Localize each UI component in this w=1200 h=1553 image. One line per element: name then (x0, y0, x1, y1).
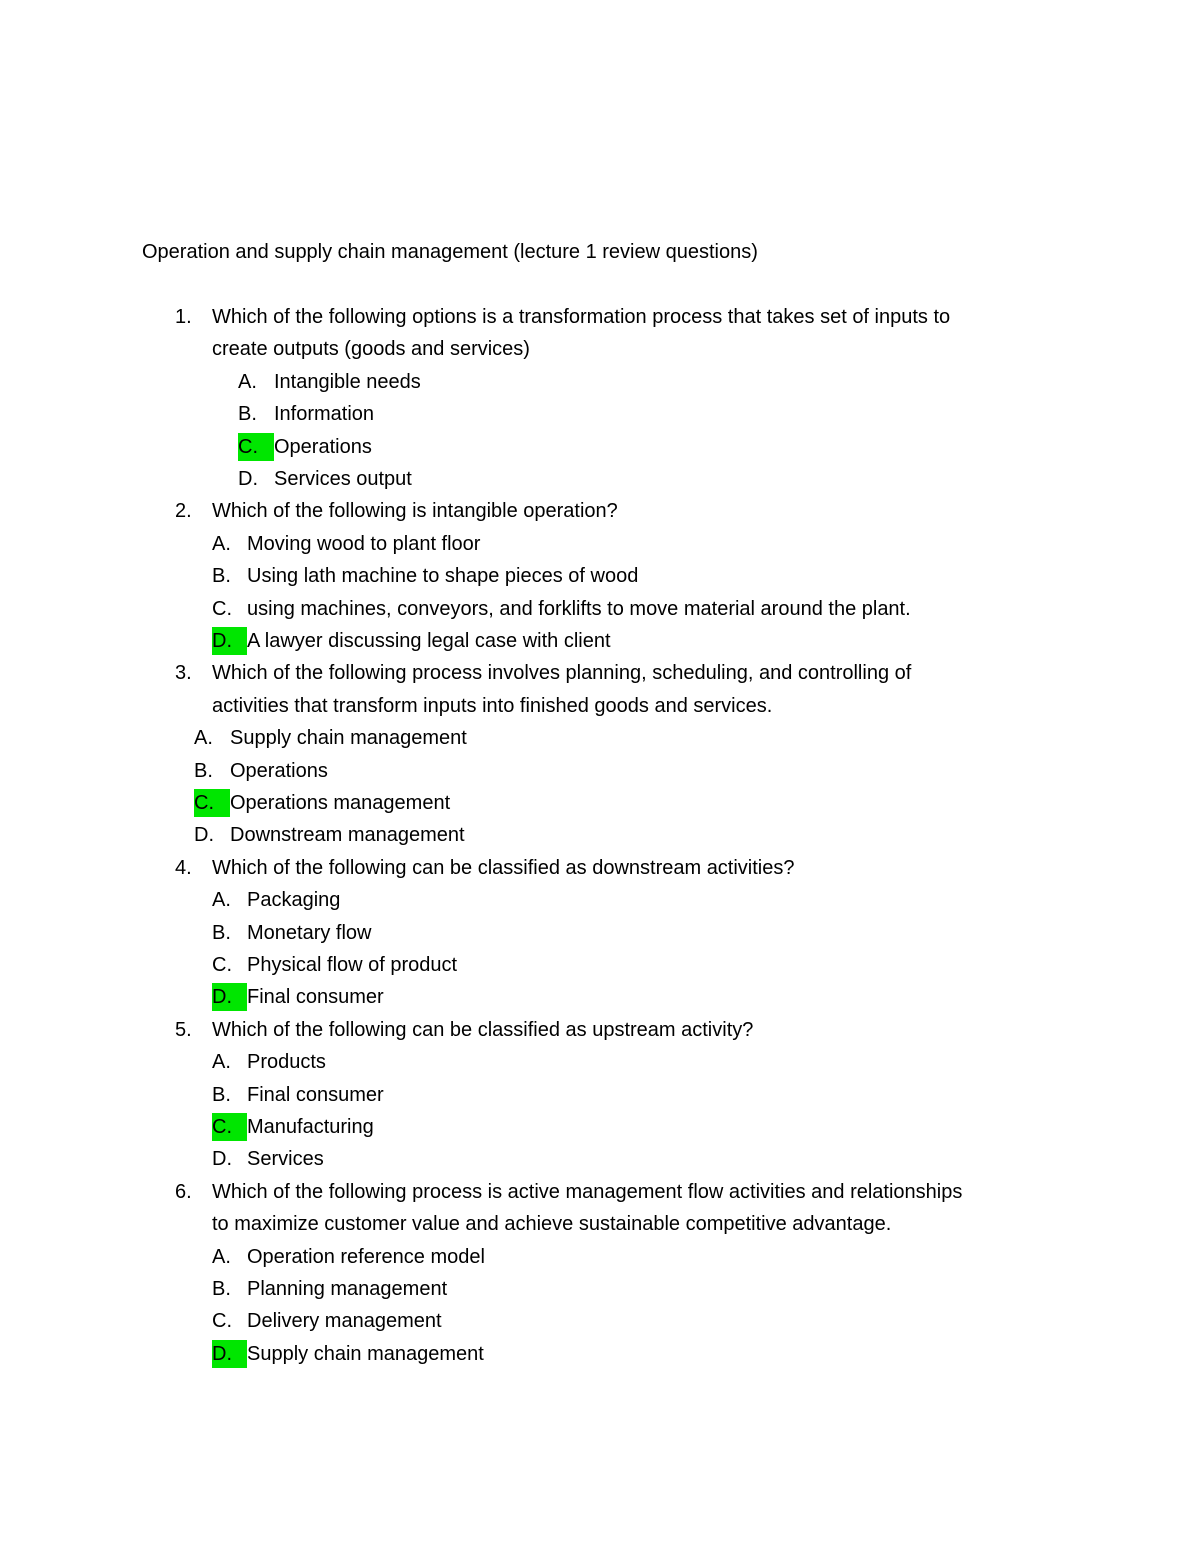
document-title: Operation and supply chain management (lecture 1 review questions) (142, 241, 758, 263)
option-text: Products (247, 1051, 326, 1074)
question-number: 5. (175, 1018, 192, 1041)
correct-answer-text: Manufacturing (247, 1116, 374, 1138)
option-letter: C. (212, 597, 232, 620)
option-text: Intangible needs (274, 370, 421, 393)
correct-answer-letter: C. (212, 1113, 247, 1141)
option-letter: B. (212, 1278, 231, 1300)
option-text: Information (274, 403, 375, 426)
question-number: 3. (175, 662, 192, 685)
option-letter: A. (212, 889, 231, 912)
correct-answer-letter: D. (212, 1340, 247, 1368)
option-letter: D. (238, 468, 258, 490)
question-text: Which of the following process is active management flow activities and relationships (212, 1180, 963, 1203)
option-letter: B. (194, 759, 213, 782)
option-letter: A. (238, 370, 257, 393)
option-text: Operation reference model (247, 1245, 485, 1268)
option-text: Monetary flow (247, 921, 372, 944)
option-letter: B. (212, 1083, 231, 1106)
question-number: 2. (175, 500, 192, 523)
option-text: Supply chain management (230, 727, 467, 750)
option-text: Services output (274, 468, 412, 490)
option-text: Packaging (247, 889, 341, 912)
option-text: Physical flow of product (247, 954, 458, 976)
correct-answer-text: Operations (274, 435, 372, 458)
correct-answer-text: Supply chain management (247, 1342, 484, 1365)
correct-answer-text: Operations management (230, 792, 451, 814)
correct-answer-letter: C. (238, 433, 274, 461)
option-letter: B. (212, 565, 231, 588)
question-text: Which of the following options is a transformation process that takes set of inputs to (212, 306, 951, 328)
question-number: 1. (175, 306, 192, 328)
option-text: Planning management (247, 1278, 448, 1300)
option-letter: C. (212, 1310, 232, 1333)
option-text: Moving wood to plant floor (247, 532, 481, 555)
option-letter: A. (212, 532, 231, 555)
question-text: activities that transform inputs into finished goods and services. (212, 694, 773, 717)
question-text: Which of the following process involves planning, scheduling, and controlling of (212, 662, 912, 685)
correct-answer-letter: D. (212, 627, 247, 655)
option-letter: B. (238, 403, 257, 426)
question-number: 6. (175, 1180, 192, 1203)
question-text: to maximize customer value and achieve sustainable competitive advantage. (212, 1213, 892, 1236)
correct-answer-text: A lawyer discussing legal case with client (247, 630, 611, 652)
option-letter: D. (212, 1148, 232, 1171)
option-text: Services (247, 1148, 324, 1171)
correct-answer-letter: D. (212, 983, 247, 1011)
option-text: Operations (230, 759, 328, 782)
question-text: Which of the following can be classified as upstream activity? (212, 1018, 754, 1041)
question-text: Which of the following is intangible operation? (212, 500, 618, 523)
option-letter: D. (194, 824, 214, 847)
option-text: Downstream management (230, 824, 465, 847)
question-text: create outputs (goods and services) (212, 338, 530, 361)
option-text: using machines, conveyors, and forklifts to move material around the plant. (247, 597, 911, 620)
option-text: Final consumer (247, 1083, 384, 1106)
option-letter: C. (212, 954, 232, 976)
question-number: 4. (175, 856, 192, 879)
option-text: Delivery management (247, 1310, 442, 1333)
correct-answer-text: Final consumer (247, 986, 384, 1009)
correct-answer-letter: C. (194, 789, 230, 817)
option-letter: A. (212, 1245, 231, 1268)
option-text: Using lath machine to shape pieces of wood (247, 565, 639, 588)
option-letter: A. (212, 1051, 231, 1074)
question-text: Which of the following can be classified as downstream activities? (212, 856, 795, 879)
option-letter: A. (194, 727, 213, 750)
option-letter: B. (212, 921, 231, 944)
